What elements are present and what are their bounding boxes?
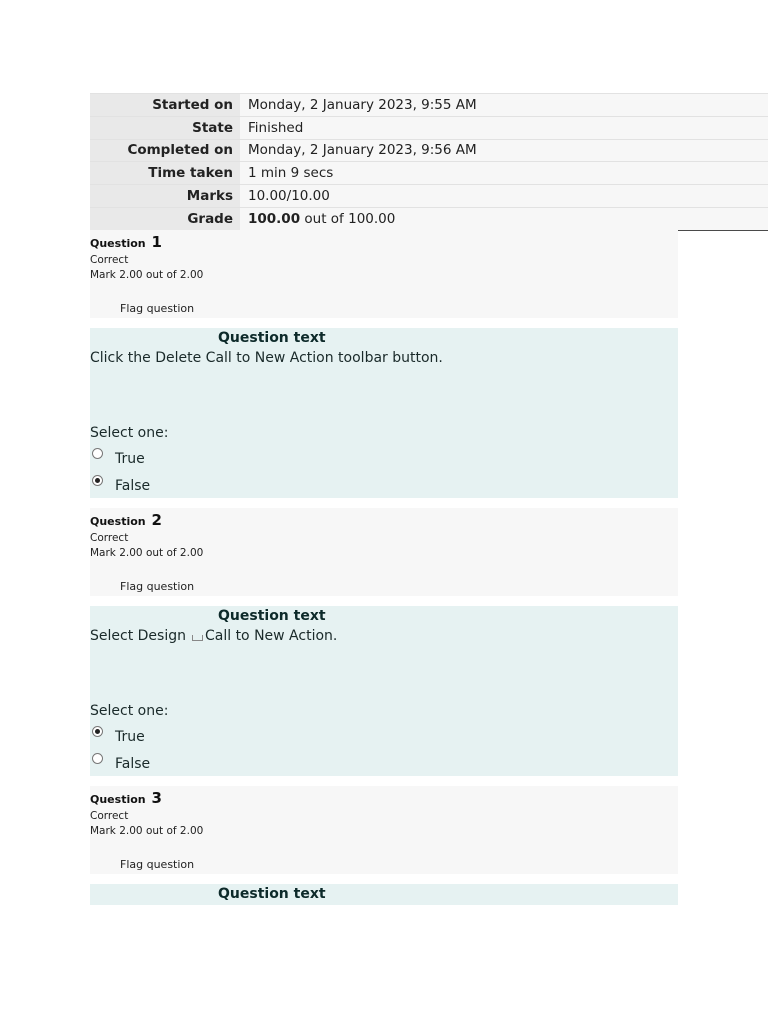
question-state: Correct xyxy=(90,254,129,266)
summary-value: 1 min 9 secs xyxy=(240,162,768,185)
summary-label: Marks xyxy=(90,185,240,208)
answer-label: True xyxy=(115,451,145,467)
summary-value xyxy=(240,207,768,230)
summary-row-state xyxy=(90,116,768,139)
question-info xyxy=(90,508,678,596)
question-text-heading: Question text xyxy=(218,330,326,346)
question-text-heading: Question text xyxy=(218,608,326,624)
summary-value: Finished xyxy=(240,116,768,139)
question-grade: Mark 2.00 out of 2.00 xyxy=(90,547,204,559)
question-number: Question 1 xyxy=(90,233,162,251)
answer-label: False xyxy=(115,756,151,772)
question-number: Question 2 xyxy=(90,511,162,529)
summary-label: State xyxy=(90,116,240,139)
question-content xyxy=(90,884,678,905)
summary-row-marks xyxy=(90,185,768,208)
summary-value: 10.00/10.00 xyxy=(240,185,768,208)
question-content xyxy=(90,606,678,776)
question-text: Select Design Call to New Action. xyxy=(90,628,338,644)
answer-option[interactable] xyxy=(90,472,290,498)
attempt-summary-table xyxy=(90,93,768,231)
question-grade: Mark 2.00 out of 2.00 xyxy=(90,825,204,837)
answer-option[interactable] xyxy=(90,750,290,776)
question-number: Question 3 xyxy=(90,789,162,807)
summary-row-grade xyxy=(90,207,768,230)
question-state: Correct xyxy=(90,532,129,544)
question-state: Correct xyxy=(90,810,129,822)
space-marker-icon xyxy=(192,635,203,641)
flag-question-link[interactable]: Flag question xyxy=(120,858,195,871)
question-info xyxy=(90,230,678,318)
summary-label: Time taken xyxy=(90,162,240,185)
summary-label: Completed on xyxy=(90,139,240,162)
grade-score: 100.00 xyxy=(248,210,301,227)
grade-total: out of 100.00 xyxy=(300,210,396,227)
summary-row-completed xyxy=(90,139,768,162)
radio-button[interactable] xyxy=(92,448,103,459)
answer-option[interactable] xyxy=(90,445,290,471)
answer-label: True xyxy=(115,729,145,745)
select-one-prompt: Select one: xyxy=(90,425,169,441)
select-one-prompt: Select one: xyxy=(90,703,169,719)
radio-button[interactable] xyxy=(92,753,103,764)
question-text: Click the Delete Call to New Action toolbar button. xyxy=(90,350,443,366)
summary-value: Monday, 2 January 2023, 9:55 AM xyxy=(240,94,768,117)
answer-option[interactable] xyxy=(90,723,290,749)
radio-button-selected[interactable] xyxy=(92,726,103,737)
summary-value: Monday, 2 January 2023, 9:56 AM xyxy=(240,139,768,162)
question-text-heading: Question text xyxy=(218,886,326,902)
summary-row-time xyxy=(90,162,768,185)
summary-row-started xyxy=(90,94,768,117)
question-content xyxy=(90,328,678,498)
summary-label: Started on xyxy=(90,94,240,117)
summary-label: Grade xyxy=(90,207,240,230)
answer-label: False xyxy=(115,478,151,494)
question-grade: Mark 2.00 out of 2.00 xyxy=(90,269,204,281)
flag-question-link[interactable]: Flag question xyxy=(120,580,195,593)
radio-button-selected[interactable] xyxy=(92,475,103,486)
question-info xyxy=(90,786,678,874)
flag-question-link[interactable]: Flag question xyxy=(120,302,195,315)
